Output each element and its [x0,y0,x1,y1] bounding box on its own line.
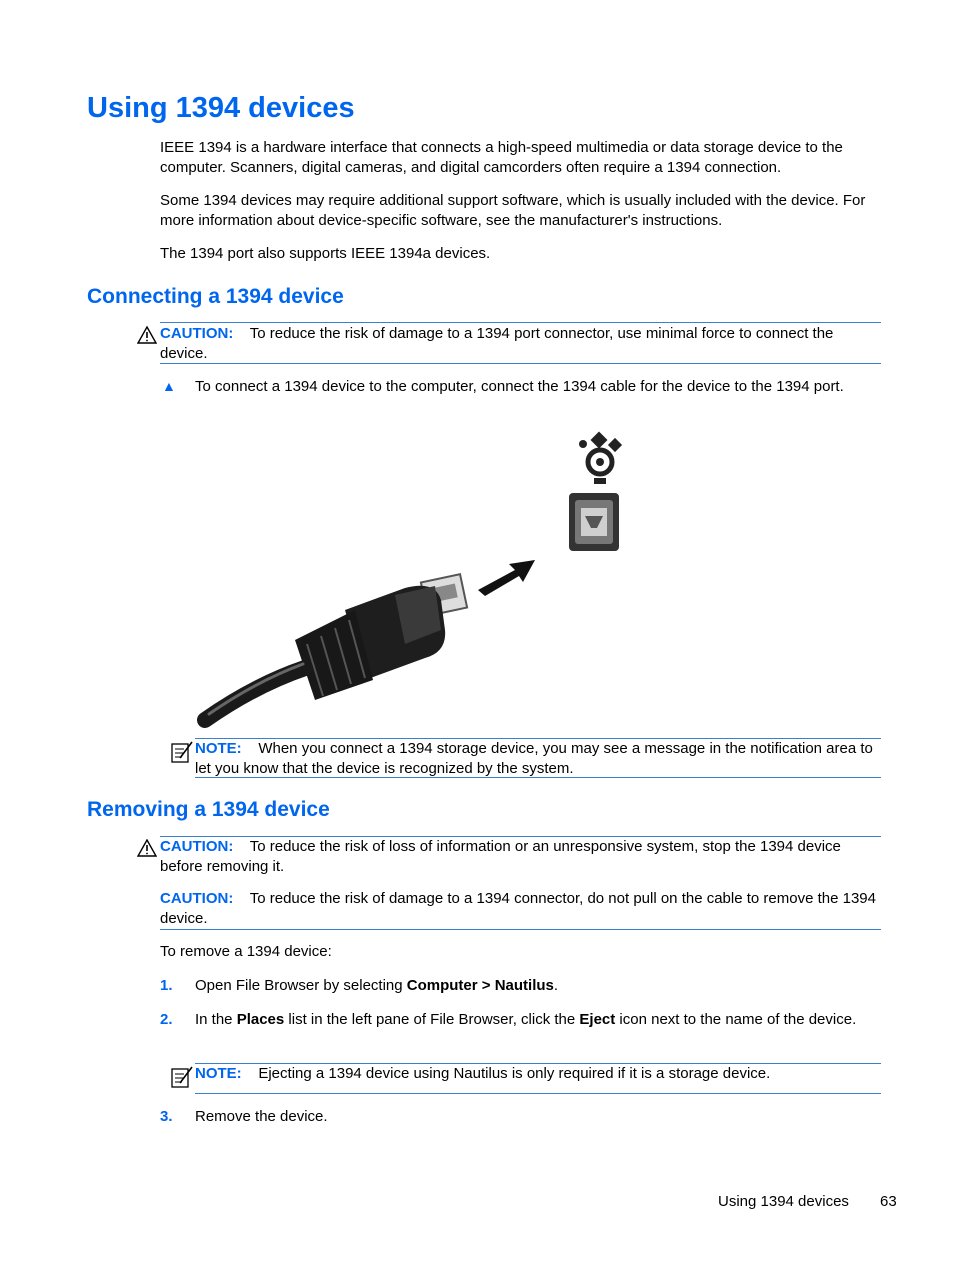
port-icon [569,493,619,551]
step-text: . [553,977,559,994]
caution-label: CAUTION: [160,325,234,342]
connector-icon [205,574,467,720]
step-text: icon next to the name of the device. [615,1011,857,1028]
step-number: 2. [160,1011,173,1028]
caution-label: CAUTION: [160,890,234,907]
removing-heading: Removing a 1394 device [87,798,330,821]
note-text: Ejecting a 1394 device using Nautilus is only required if it is a storage device. [258,1065,771,1082]
footer-section: Using 1394 devices [718,1193,849,1210]
note-text: When you connect a 1394 storage device, you may see a message in the notification area to let you know that the device is recognized by the system. [195,740,873,777]
note-label: NOTE: [195,740,242,757]
caution-text: To reduce the risk of damage to a 1394 connector, do not pull on the cable to remove the 1394 device. [160,890,876,927]
caution-top-rule [160,322,881,323]
intro-paragraph-2: Some 1394 devices may require additional support software, which is usually included with the device. For more information about device-specific software, see the manufacturer's instructions. [160,192,866,229]
menu-path: Computer > Nautilus [406,977,554,994]
intro-paragraph-1: IEEE 1394 is a hardware interface that connects a high-speed multimedia or data storage device to the computer. Scanners, digital cameras, and digital camcorders often require a 1394 connection. [160,139,843,176]
caution-remove-1 [160,837,880,876]
note-bottom-rule [195,777,881,778]
remove-lead: To remove a 1394 device: [160,943,332,960]
remove-step-1 [195,976,885,996]
triangle-bullet-icon: ▲ [162,378,176,394]
note-connect [195,739,881,778]
caution-icon [137,326,157,344]
remove-step-2 [195,1010,885,1030]
caution-text: To reduce the risk of loss of information or an unresponsive system, stop the 1394 device before removing it. [160,838,841,875]
remove-step-3: Remove the device. [195,1108,328,1125]
step-number: 3. [160,1108,173,1125]
places-term: Places [236,1011,285,1028]
caution-label: CAUTION: [160,838,234,855]
connecting-heading: Connecting a 1394 device [87,285,344,308]
eject-term: Eject [579,1011,616,1028]
page-number: 63 [880,1193,897,1210]
step-text: Open File Browser by selecting [195,977,407,994]
arrow-icon [478,560,535,596]
step-number: 1. [160,977,173,994]
caution-bottom-rule [160,929,881,930]
firewire-logo-icon [579,432,622,484]
caution-icon [137,839,157,857]
intro-paragraph-3: The 1394 port also supports IEEE 1394a devices. [160,245,491,262]
step-text: list in the left pane of File Browser, click the [284,1011,580,1028]
caution-remove-2 [160,889,880,928]
step-text: In the [195,1011,237,1028]
note-label: NOTE: [195,1065,242,1082]
caution-bottom-rule [160,363,881,364]
note-remove [195,1064,881,1084]
connect-step: To connect a 1394 device to the computer, connect the 1394 cable for the device to the 1394 port. [195,378,844,395]
caution-connect [160,324,880,363]
note-icon [170,740,194,764]
note-icon [170,1065,194,1089]
caution-text: To reduce the risk of damage to a 1394 port connector, use minimal force to connect the device. [160,325,834,362]
cable-connection-illustration [195,430,635,730]
note-bottom-rule [195,1093,881,1094]
page-title: Using 1394 devices [87,92,355,124]
